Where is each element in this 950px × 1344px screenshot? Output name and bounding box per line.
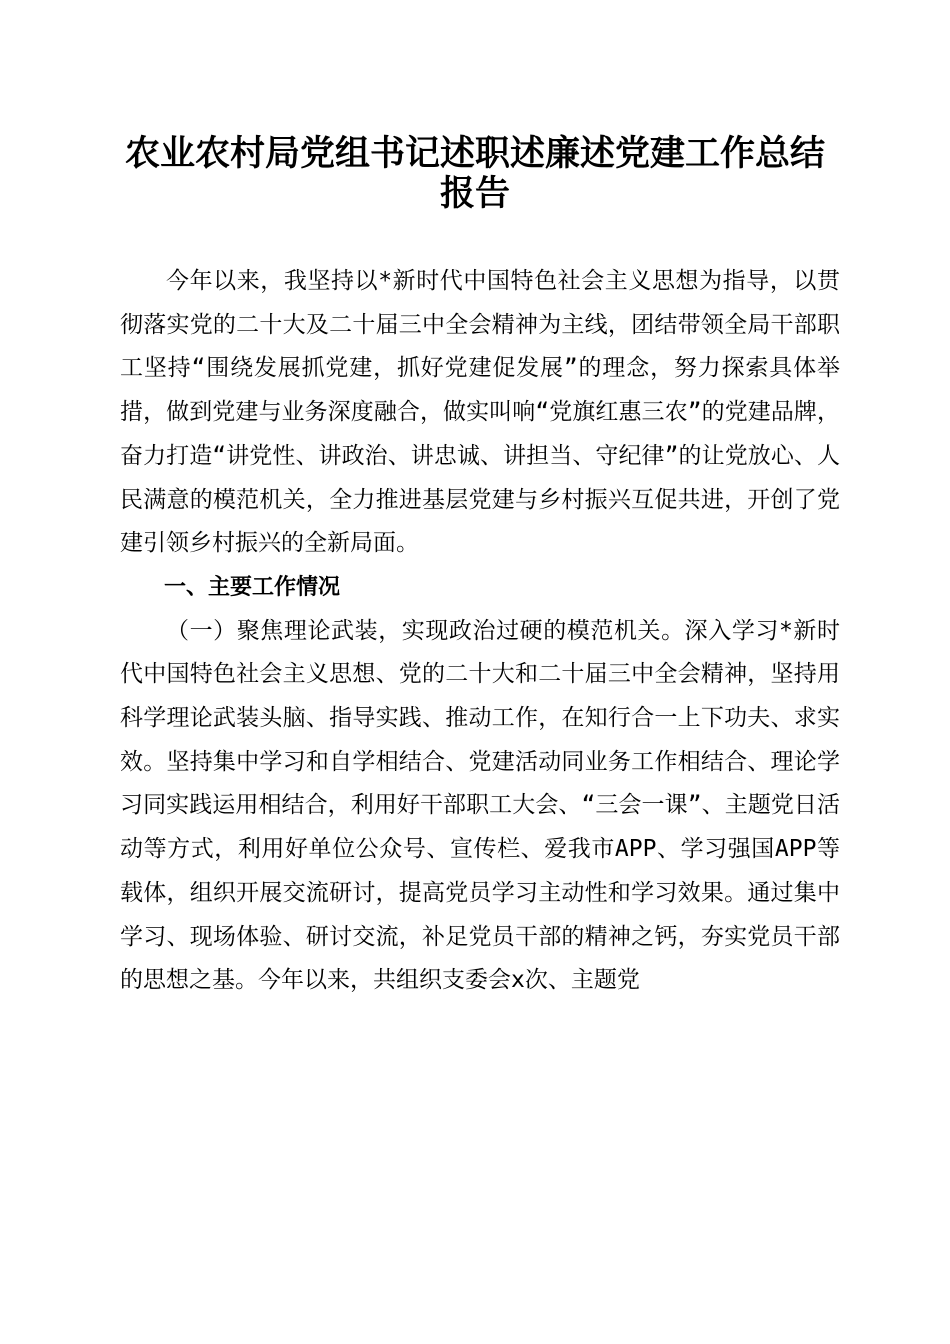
section-heading: 一、主要工作情况: [164, 574, 341, 600]
title-line-2: 报告: [439, 173, 510, 214]
document-body: [120, 260, 840, 1003]
section-paragraph: （一）聚焦理论武装，实现政治过硬的模范机关。深入学习*新时代中国特色社会主义思想、党的二十大和二十届三中全会精神，坚持用科学理论武装头脑、指导实践、推动工作，在知行合一上下功夫、求实效。坚持集中学习和自学相结合、党建活动同业务工作相结合、理论学习同实践运用相结合，利用好干部职工大会、“三会一课”、主题党日活动等方式，利用好单位公众号、宣传栏、爱我市APP、学习强国APP等载体，组织开展交流研讨，提高党员学习主动性和学习效果。通过集中学习、现场体验、研讨交流，补足党员干部的精神之钙，夯实党员干部的思想之基。今年以来，共组织支委会x次、主题党: [120, 617, 840, 994]
intro-paragraph: 今年以来，我坚持以*新时代中国特色社会主义思想为指导，以贯彻落实党的二十大及二十届三中全会精神为主线，团结带领全局干部职工坚持“围绕发展抓党建，抓好党建促发展”的理念，努力探索具体举措，做到党建与业务深度融合，做实叫响“党旗红惠三农”的党建品牌，奋力打造“讲党性、讲政治、讲忠诚、讲担当、守纪律”的让党放心、人民满意的模范机关，全力推进基层党建与乡村振兴互促共进，开创了党建引领乡村振兴的全新局面。: [120, 268, 840, 557]
title-line-1: 农业农村局党组书记述职述廉述党建工作总结: [124, 133, 825, 174]
document-title: [100, 134, 850, 214]
